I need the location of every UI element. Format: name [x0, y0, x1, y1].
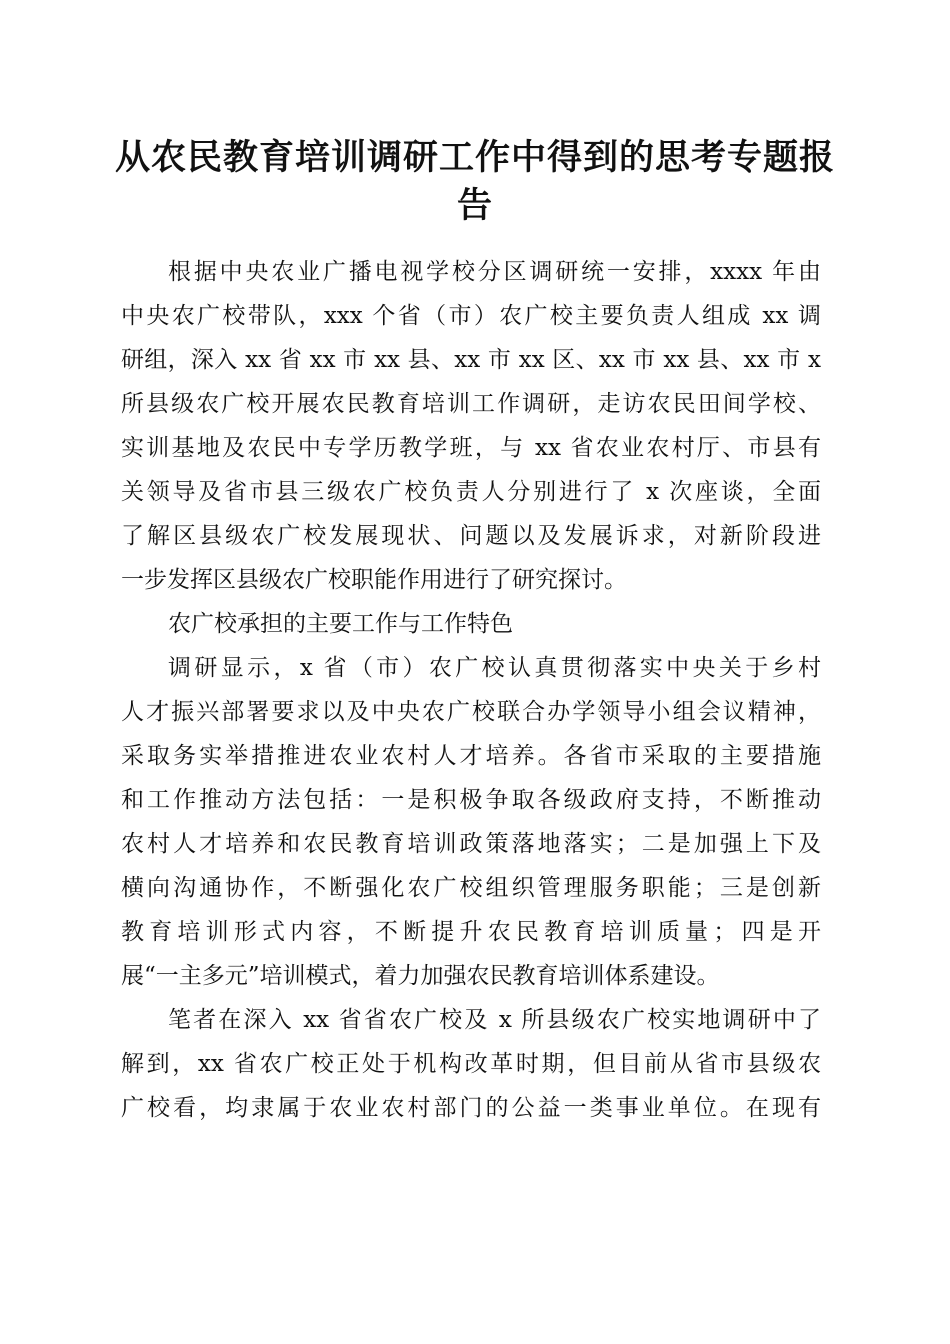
- paragraph-line: 农村人才培养和农民教育培训政策落地落实；二是加强上下及: [121, 831, 821, 857]
- paragraph-line: 根据中央农业广播电视学校分区调研统一安排，xxxx 年由: [168, 259, 821, 285]
- paragraph-line: 广校看，均隶属于农业农村部门的公益一类事业单位。在现有: [121, 1095, 821, 1121]
- document-title: [100, 134, 850, 230]
- title-line: 从农民教育培训调研工作中得到的思考专题报: [114, 137, 835, 178]
- title-line: 告: [456, 185, 493, 226]
- paragraph-line: 研组，深入 xx 省 xx 市 xx 县、xx 市 xx 区、xx 市 xx 县、xx 市 x: [121, 347, 821, 373]
- paragraph-line: 横向沟通协作，不断强化农广校组织管理服务职能；三是创新: [121, 875, 821, 901]
- paragraph-line: 采取务实举措推进农业农村人才培养。各省市采取的主要措施: [121, 743, 821, 769]
- paragraph-line: 关领导及省市县三级农广校负责人分别进行了 x 次座谈，全面: [121, 479, 821, 505]
- paragraph-line: 教育培训形式内容，不断提升农民教育培训质量；四是开: [121, 919, 821, 945]
- paragraph-line: 和工作推动方法包括：一是积极争取各级政府支持，不断推动: [121, 787, 821, 813]
- paragraph-line: 展“一主多元”培训模式，着力加强农民教育培训体系建设。: [121, 963, 720, 989]
- document-body: [121, 250, 821, 1130]
- paragraph-line: 解到，xx 省农广校正处于机构改革时期，但目前从省市县级农: [121, 1051, 821, 1077]
- paragraph-line: 所县级农广校开展农民教育培训工作调研，走访农民田间学校、: [121, 391, 821, 417]
- paragraph-line: 农广校承担的主要工作与工作特色: [168, 611, 513, 637]
- paragraph: [121, 602, 821, 646]
- paragraph: [121, 250, 821, 602]
- paragraph: [121, 998, 821, 1130]
- paragraph-line: 实训基地及农民中专学历教学班，与 xx 省农业农村厅、市县有: [121, 435, 821, 461]
- paragraph-line: 人才振兴部署要求以及中央农广校联合办学领导小组会议精神，: [121, 699, 821, 725]
- paragraph: [121, 646, 821, 998]
- paragraph-line: 中央农广校带队，xxx 个省（市）农广校主要负责人组成 xx 调: [121, 303, 821, 329]
- paragraph-line: 笔者在深入 xx 省省农广校及 x 所县级农广校实地调研中了: [168, 1007, 821, 1033]
- paragraph-line: 一步发挥区县级农广校职能作用进行了研究探讨。: [121, 567, 627, 593]
- paragraph-line: 调研显示，x 省（市）农广校认真贯彻落实中央关于乡村: [168, 655, 821, 681]
- paragraph-line: 了解区县级农广校发展现状、问题以及发展诉求，对新阶段进: [121, 523, 821, 549]
